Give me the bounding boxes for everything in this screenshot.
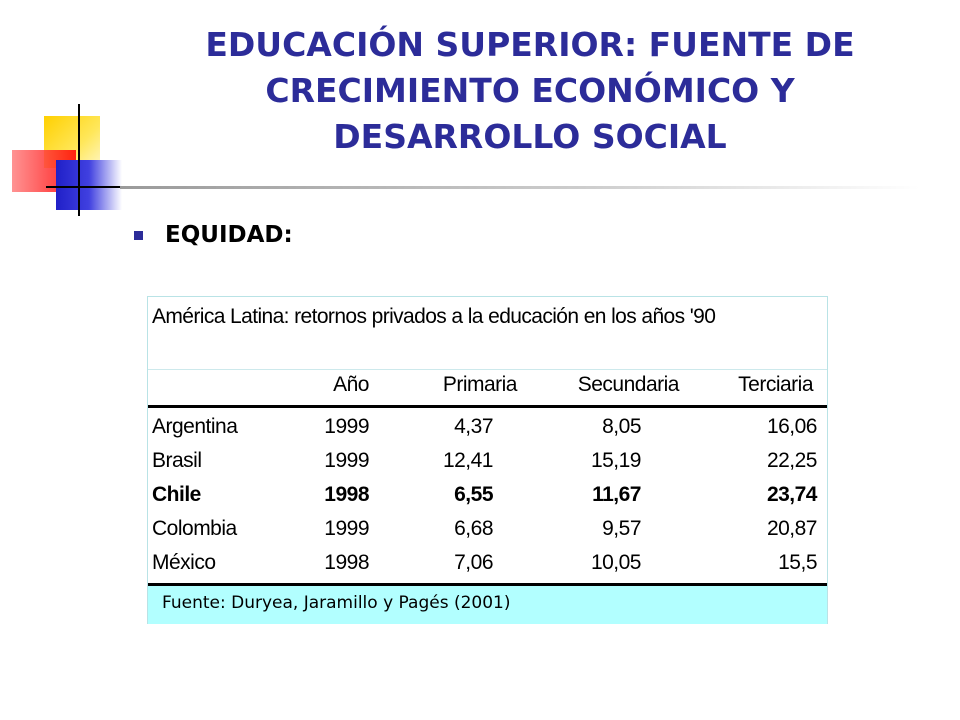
header-secondary: Secundaria (577, 373, 679, 396)
cell-year: 1998 (324, 483, 369, 506)
cell-tertiary: 20,87 (766, 517, 817, 540)
cell-country: México (152, 551, 216, 574)
header-year: Año (333, 373, 369, 396)
cell-primary: 6,68 (454, 517, 493, 540)
table-row (148, 483, 827, 517)
cell-tertiary: 16,06 (766, 415, 817, 438)
header-primary: Primaria (442, 373, 517, 396)
cell-tertiary: 22,25 (766, 449, 817, 472)
table-title-separator (148, 369, 827, 370)
title-line-3: DESARROLLO SOCIAL (333, 117, 727, 156)
cell-secondary: 10,05 (590, 551, 641, 574)
table-source: Fuente: Duryea, Jaramillo y Pagés (2001) (148, 586, 827, 624)
table-row (148, 449, 827, 483)
cell-primary: 6,55 (454, 483, 493, 506)
title-divider (120, 186, 920, 189)
cell-secondary: 8,05 (602, 415, 641, 438)
table-row (148, 415, 827, 449)
cell-year: 1999 (324, 415, 369, 438)
table-row (148, 551, 827, 585)
cell-primary: 7,06 (454, 551, 493, 574)
title-line-1: EDUCACIÓN SUPERIOR: FUENTE DE (205, 25, 855, 64)
cell-tertiary: 23,74 (766, 483, 817, 506)
returns-table (147, 296, 828, 624)
table-row (148, 517, 827, 551)
logo-blue-square (56, 160, 122, 210)
square-bullet-icon (134, 231, 143, 240)
table-title: América Latina: retornos privados a la educación en los años '90 (152, 305, 716, 328)
cell-country: Chile (152, 483, 201, 506)
cell-country: Brasil (152, 449, 202, 472)
cell-primary: 4,37 (454, 415, 493, 438)
cell-secondary: 15,19 (590, 449, 641, 472)
cell-year: 1998 (324, 551, 369, 574)
cell-year: 1999 (324, 449, 369, 472)
cell-country: Argentina (152, 415, 238, 438)
logo-vertical-line (78, 104, 80, 216)
cell-secondary: 9,57 (602, 517, 641, 540)
cell-tertiary: 15,5 (778, 551, 817, 574)
cell-secondary: 11,67 (592, 483, 641, 506)
slide-title (110, 22, 950, 160)
bullet-text: EQUIDAD: (165, 222, 293, 248)
cell-primary: 12,41 (442, 449, 493, 472)
header-tertiary: Terciaria (738, 373, 813, 396)
cell-country: Colombia (152, 517, 237, 540)
header-rule (148, 405, 827, 408)
cell-year: 1999 (324, 517, 369, 540)
title-line-2: CRECIMIENTO ECONÓMICO Y (265, 71, 795, 110)
bullet-item (134, 222, 293, 248)
